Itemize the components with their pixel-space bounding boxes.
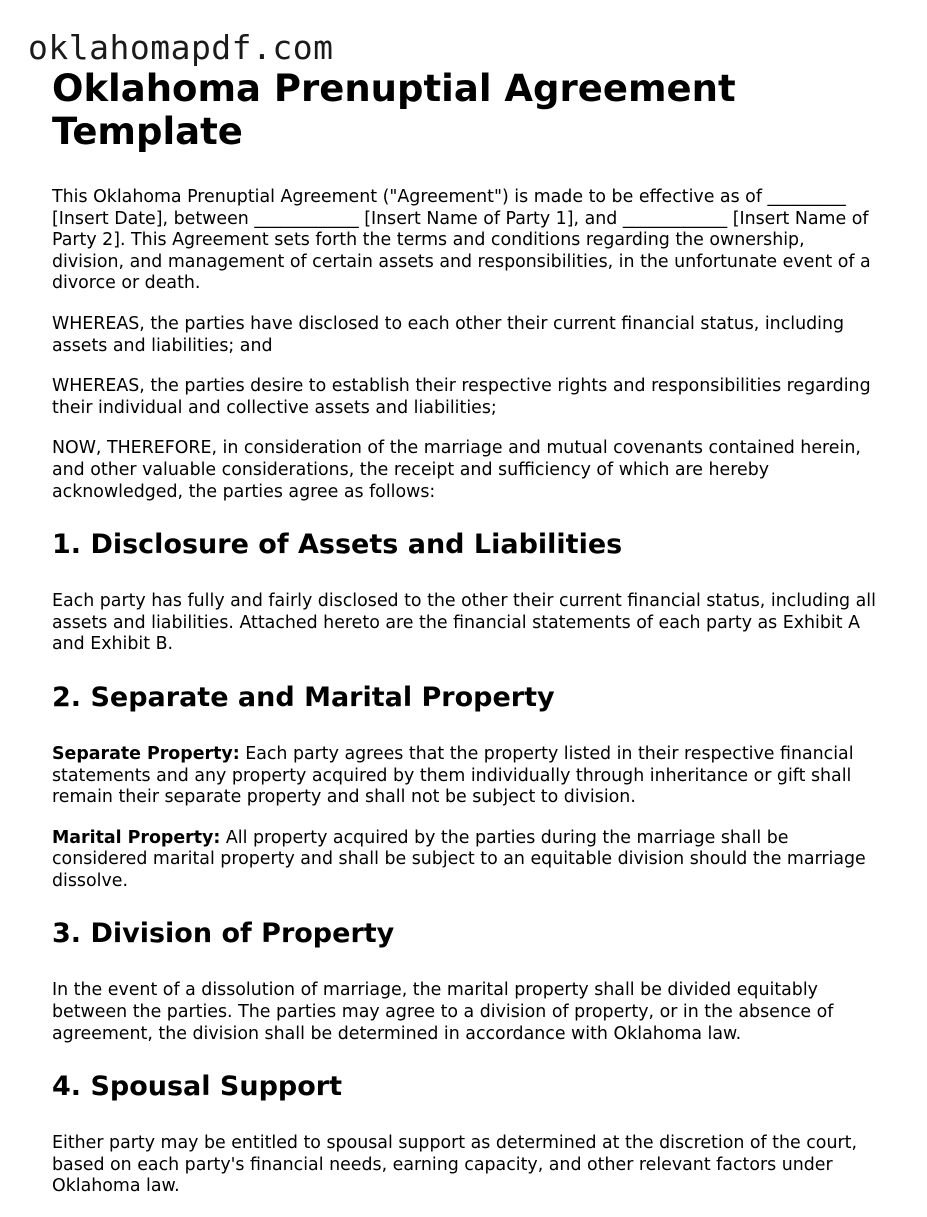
section-2-heading: 2. Separate and Marital Property [52,681,555,713]
section-4-heading: 4. Spousal Support [52,1071,343,1103]
document-body [52,67,882,1217]
section-4-body: Either party may be entitled to spousal support as determined at the discretion of the court, based on each party's financial needs, earning capacity, and other relevant factors under Oklahoma law. [52,1133,857,1197]
whereas-paragraph-2: WHEREAS, the parties desire to establish their respective rights and responsibilities regarding their individual and collective assets and liabilities; [52,376,871,418]
section-3-heading: 3. Division of Property [52,918,395,950]
document-title: Oklahoma Prenuptial Agreement Template [52,67,736,153]
separate-property-body: Each party agrees that the property listed in their respective financial statements and any property acquired by them individually through inheritance or gift shall remain their separate property and shall not be subject to division. [52,743,854,808]
section-3-body: In the event of a dissolution of marriage, the marital property shall be divided equitably between the parties. The parties may agree to a division of property, or in the absence of agreement, the division shall be determined in accordance with Oklahoma law. [52,980,834,1044]
marital-property-label: Marital Property: [52,827,221,848]
now-therefore-paragraph: NOW, THEREFORE, in consideration of the marriage and mutual covenants contained herein, and other valuable considerations, the receipt and sufficiency of which are hereby acknowledged, the parties agree as follows: [52,438,861,502]
whereas-paragraph-1: WHEREAS, the parties have disclosed to each other their current financial status, including assets and liabilities; and [52,313,845,356]
intro-paragraph: This Oklahoma Prenuptial Agreement ("Agreement") is made to be effective as of _________ [Insert Date], between ____________ [Insert Name of Party 1], and ____________ [Insert Name of Party 2]. This Agreement sets forth the terms and conditions regarding the ownership, division, and management of certain assets and responsibilities, in the unfortunate event of a divorce or death. [52,187,871,294]
marital-property-body: All property acquired by the parties during the marriage shall be considered marital property and shall be subject to an equitable division should the marriage dissolve. [52,827,866,891]
separate-property-label: Separate Property: [52,743,240,764]
section-1-heading: 1. Disclosure of Assets and Liabilities [52,529,623,561]
watermark: oklahomapdf.com [28,28,334,67]
section-1-body: Each party has fully and fairly disclosed to the other their current financial status, including all assets and liabilities. Attached hereto are the financial statements of each party as Exhibit A and Exhibit B. [52,591,876,655]
separate-property-paragraph [52,744,882,809]
marital-property-paragraph [52,828,882,893]
